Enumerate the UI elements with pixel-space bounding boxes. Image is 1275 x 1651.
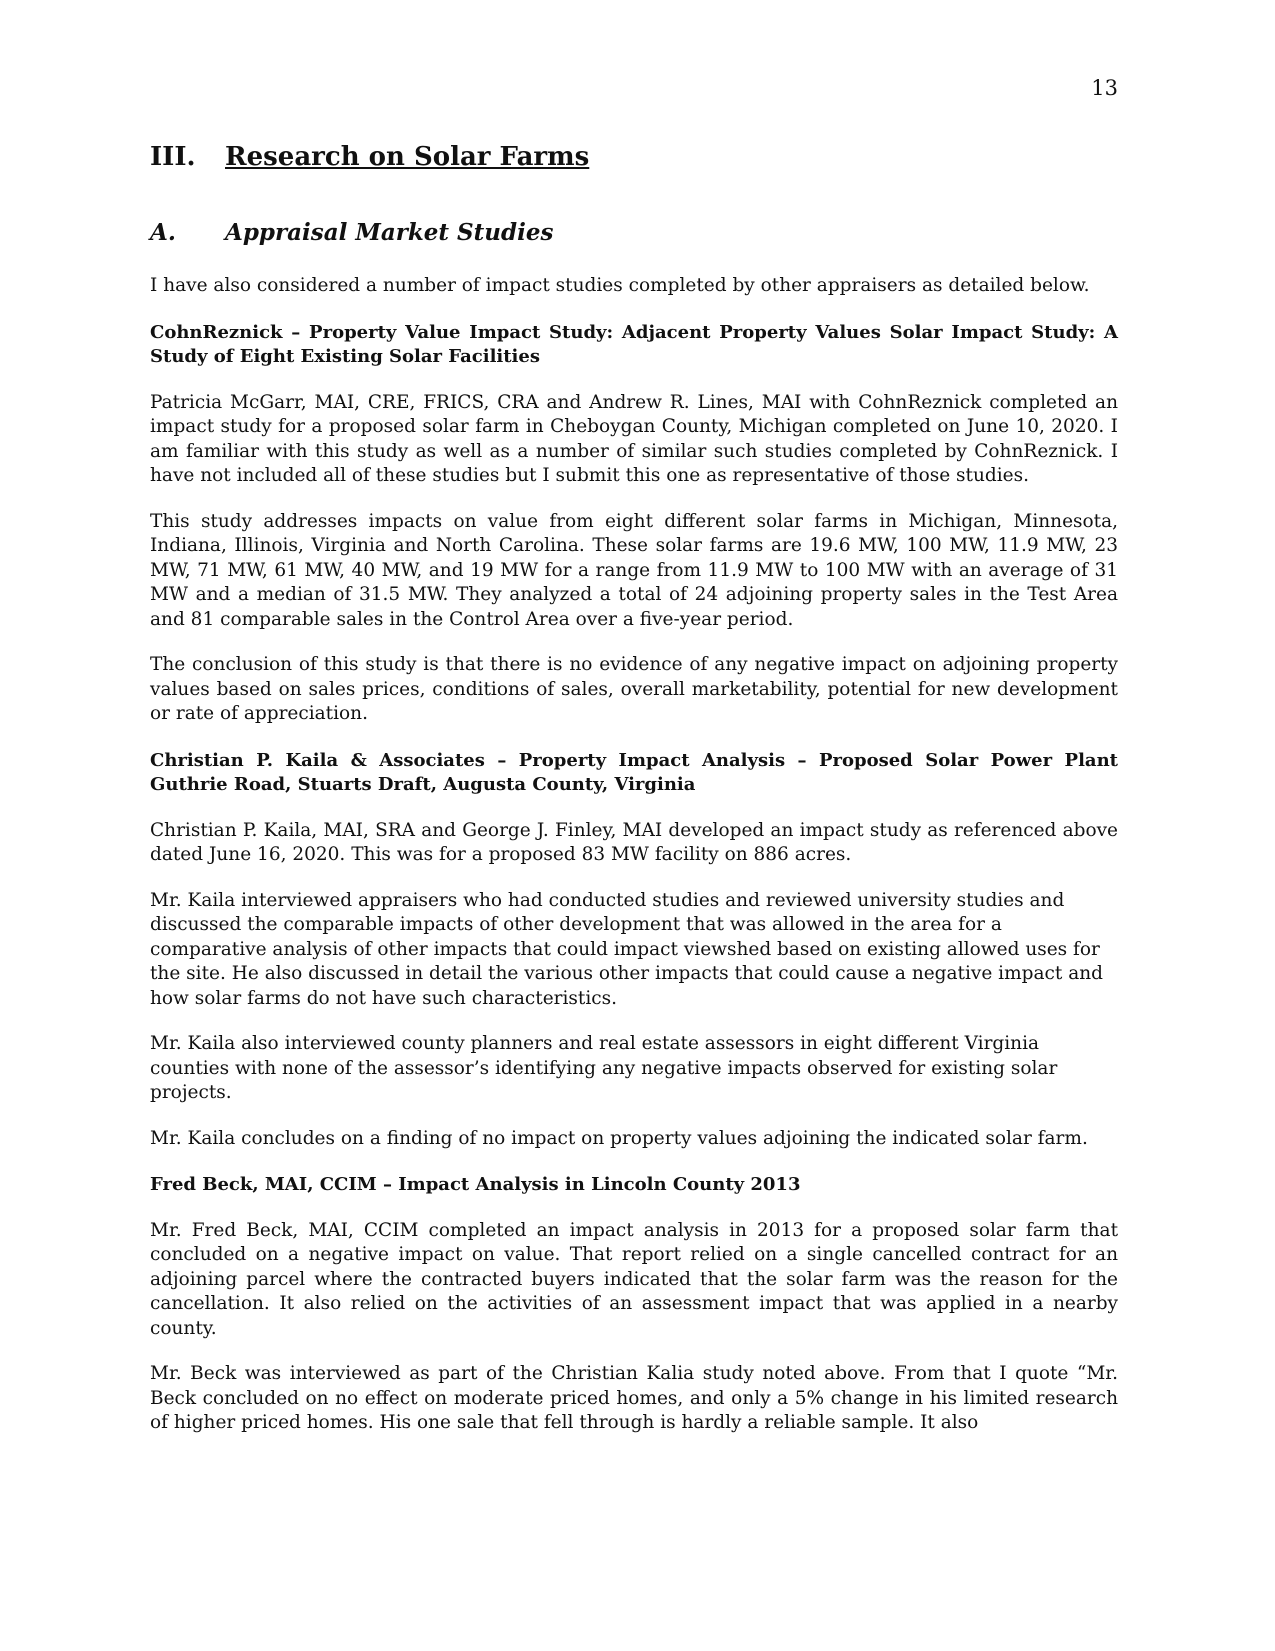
study-paragraph: Mr. Kaila also interviewed county planners and real estate assessors in eight different Virginia counties with none of the assessor’s identifying any negative impacts observed for existing solar projects. [150, 1033, 1058, 1103]
study-paragraph: Patricia McGarr, MAI, CRE, FRICS, CRA and Andrew R. Lines, MAI with CohnReznick completed an impact study for a proposed solar farm in Cheboygan County, Michigan completed on June 10, 2020. I am familiar with this study as well as a number of similar such studies completed by CohnReznick. I have not included all of these studies but I submit this one as representative of those studies. [150, 391, 1118, 486]
document-body [150, 140, 1118, 1436]
subsection-heading [150, 218, 1118, 248]
study-title-beck: Fred Beck, MAI, CCIM – Impact Analysis in Lincoln County 2013 [150, 1174, 801, 1195]
study-paragraph: This study addresses impacts on value from eight different solar farms in Michigan, Minnesota, Indiana, Illinois, Virginia and North Carolina. These solar farms are 19.6 MW, 100 MW, 11.9 MW, 23 MW, 71 MW, 61 MW, 40 MW, and 19 MW for a range from 11.9 MW to 100 MW with an average of 31 MW and a median of 31.5 MW. They analyzed a total of 24 adjoining property sales in the Test Area and 81 comparable sales in the Control Area over a five-year period. [150, 510, 1118, 630]
study-title-cohnreznick: CohnReznick – Property Value Impact Study: Adjacent Property Values Solar Impact Study: A Study of Eight Existing Solar Facilities [150, 321, 1118, 367]
study-title-kaila: Christian P. Kaila & Associates – Property Impact Analysis – Proposed Solar Power Plant Guthrie Road, Stuarts Draft, Augusta County, Virginia [150, 749, 1118, 795]
study-paragraph: Mr. Beck was interviewed as part of the Christian Kalia study noted above. From that I quote “Mr. Beck concluded on no effect on moderate priced homes, and only a 5% change in his limited research of higher priced homes. His one sale that fell through is hardly a reliable sample. It also [150, 1363, 1118, 1433]
study-paragraph: Christian P. Kaila, MAI, SRA and George J. Finley, MAI developed an impact study as referenced above dated June 16, 2020. This was for a proposed 83 MW facility on 886 acres. [150, 819, 1118, 865]
page-number: 13 [1091, 76, 1118, 100]
study-paragraph: Mr. Fred Beck, MAI, CCIM completed an impact analysis in 2013 for a proposed solar farm that concluded on a negative impact on value. That report relied on a single cancelled contract for an adjoining parcel where the contracted buyers indicated that the solar farm was the reason for the cancellation. It also relied on the activities of an assessment impact that was applied in a nearby county. [150, 1219, 1118, 1339]
section-number: III. [150, 142, 196, 172]
subsection-number: A. [150, 219, 176, 246]
section-heading [150, 140, 1118, 174]
study-paragraph: Mr. Kaila concludes on a finding of no impact on property values adjoining the indicated solar farm. [150, 1127, 1088, 1149]
study-paragraph: Mr. Kaila interviewed appraisers who had conducted studies and reviewed university studies and discussed the comparable impacts of other development that was allowed in the area for a comparative analysis of other impacts that could impact viewshed based on existing allowed uses for the site. He also discussed in detail the various other impacts that could cause a negative impact and how solar farms do not have such characteristics. [150, 889, 1103, 1009]
subsection-title: Appraisal Market Studies [225, 219, 554, 246]
intro-paragraph: I have also considered a number of impact studies completed by other appraisers as detailed below. [150, 275, 1090, 296]
study-paragraph: The conclusion of this study is that there is no evidence of any negative impact on adjoining property values based on sales prices, conditions of sales, overall marketability, potential for new development or rate of appreciation. [150, 654, 1118, 724]
section-title: Research on Solar Farms [225, 142, 590, 172]
